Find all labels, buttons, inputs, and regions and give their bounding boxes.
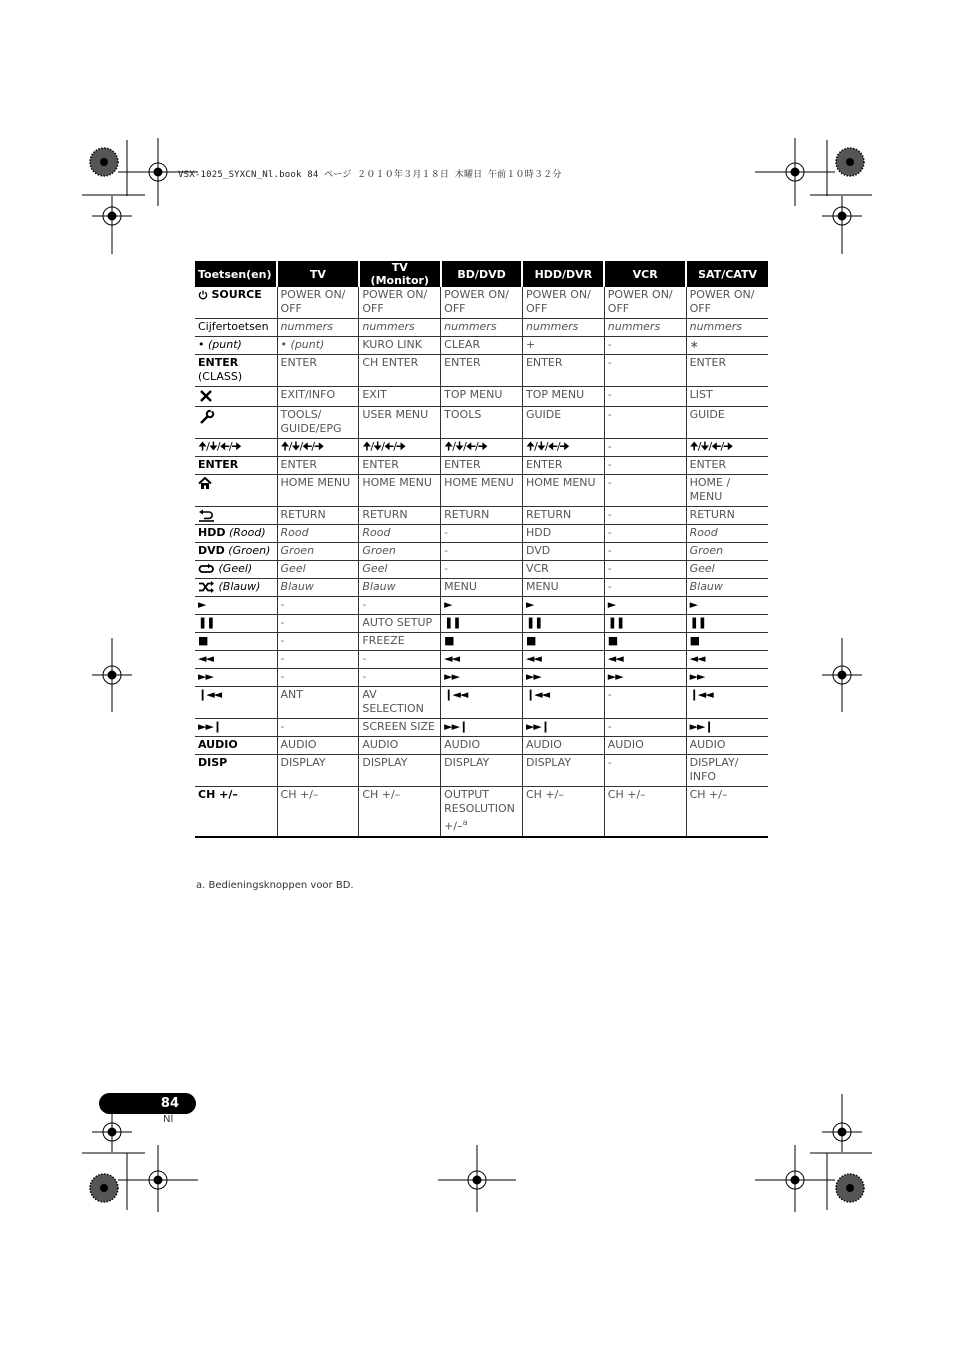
value-cell: DISPLAY/ INFO (686, 755, 768, 787)
value-cell: ◄◄ (522, 651, 604, 669)
key-cell: ❙◄◄ (195, 687, 277, 719)
table-row (195, 457, 768, 475)
value-cell: DISPLAY (277, 755, 359, 787)
value-cell: 🠉/🠋/🠈/🠊 (522, 439, 604, 457)
page-number: 84 (99, 1093, 196, 1114)
key-cell: AUDIO (195, 737, 277, 755)
value-cell: Geel (686, 561, 768, 579)
value-cell: ANT (277, 687, 359, 719)
value-cell: - (604, 561, 686, 579)
value-cell: CH +/– (604, 787, 686, 837)
value-cell: ► (441, 597, 523, 615)
value-cell: RETURN (441, 507, 523, 525)
value-cell: ❚❚ (522, 615, 604, 633)
table-header-row (195, 261, 768, 287)
value-cell: POWER ON/ OFF (522, 287, 604, 319)
value-cell: HOME MENU (359, 475, 441, 507)
value-cell: ►► (522, 669, 604, 687)
value-cell: nummers (604, 319, 686, 337)
value-cell: ◄◄ (604, 651, 686, 669)
value-cell: CH +/– (359, 787, 441, 837)
key-cell: ► (195, 597, 277, 615)
value-cell: ■ (686, 633, 768, 651)
table-row (195, 687, 768, 719)
value-cell: ❙◄◄ (522, 687, 604, 719)
key-cell: (Geel) (195, 561, 277, 579)
table-row (195, 719, 768, 737)
value-cell: Blauw (277, 579, 359, 597)
value-cell: TOOLS (441, 407, 523, 439)
table-row (195, 755, 768, 787)
column-header-5: VCR (604, 261, 686, 287)
key-cell (195, 387, 277, 407)
value-cell: AUTO SETUP (359, 615, 441, 633)
value-cell: Groen (277, 543, 359, 561)
key-cell: SOURCE (195, 287, 277, 319)
value-cell: HOME MENU (522, 475, 604, 507)
table-row (195, 633, 768, 651)
value-cell: nummers (277, 319, 359, 337)
value-cell: ❚❚ (686, 615, 768, 633)
value-cell: Blauw (359, 579, 441, 597)
value-cell: HDD (522, 525, 604, 543)
value-cell: ENTER (686, 457, 768, 475)
value-cell: ◄◄ (441, 651, 523, 669)
column-header-0: Toetsen(en) (195, 261, 277, 287)
value-cell: EXIT (359, 387, 441, 407)
value-cell: 🠉/🠋/🠈/🠊 (686, 439, 768, 457)
table-row (195, 737, 768, 755)
value-cell: - (277, 719, 359, 737)
value-cell: ENTER (441, 457, 523, 475)
value-cell: ENTER (522, 457, 604, 475)
value-cell: TOP MENU (441, 387, 523, 407)
table-row (195, 543, 768, 561)
value-cell: - (604, 579, 686, 597)
value-cell: - (441, 525, 523, 543)
value-cell: 🠉/🠋/🠈/🠊 (359, 439, 441, 457)
value-cell: POWER ON/ OFF (686, 287, 768, 319)
return-icon (198, 508, 216, 521)
value-cell: AUDIO (522, 737, 604, 755)
value-cell: GUIDE (522, 407, 604, 439)
value-cell: AUDIO (441, 737, 523, 755)
value-cell: ■ (522, 633, 604, 651)
value-cell: + (522, 337, 604, 355)
value-cell: POWER ON/ OFF (604, 287, 686, 319)
value-cell: USER MENU (359, 407, 441, 439)
table-row (195, 525, 768, 543)
table-row (195, 669, 768, 687)
close-icon (198, 389, 214, 402)
value-cell: nummers (522, 319, 604, 337)
value-cell: - (604, 543, 686, 561)
wrench-icon (198, 410, 216, 423)
value-cell: - (277, 669, 359, 687)
value-cell: DISPLAY (359, 755, 441, 787)
value-cell: ◄◄ (686, 651, 768, 669)
value-cell: CH ENTER (359, 355, 441, 387)
value-cell: ∗ (686, 337, 768, 355)
value-cell: nummers (359, 319, 441, 337)
key-cell: ►► (195, 669, 277, 687)
value-cell: - (441, 543, 523, 561)
value-cell: - (277, 651, 359, 669)
key-cell: DVD (Groen) (195, 543, 277, 561)
value-cell: DISPLAY (522, 755, 604, 787)
value-cell: RETURN (686, 507, 768, 525)
column-header-3: BD/DVD (441, 261, 523, 287)
value-cell: AUDIO (277, 737, 359, 755)
value-cell: Rood (277, 525, 359, 543)
value-cell: Geel (359, 561, 441, 579)
value-cell: LIST (686, 387, 768, 407)
value-cell: ►► (604, 669, 686, 687)
power-icon (198, 288, 208, 301)
column-header-2: TV (Monitor) (359, 261, 441, 287)
value-cell: RETURN (522, 507, 604, 525)
table-row (195, 355, 768, 387)
value-cell: ❙◄◄ (441, 687, 523, 719)
value-cell: POWER ON/ OFF (441, 287, 523, 319)
value-cell: - (441, 561, 523, 579)
table-row (195, 407, 768, 439)
key-cell: HDD (Rood) (195, 525, 277, 543)
value-cell: CH +/– (686, 787, 768, 837)
value-cell: POWER ON/ OFF (277, 287, 359, 319)
value-cell: Geel (277, 561, 359, 579)
value-cell: Rood (359, 525, 441, 543)
value-cell: RETURN (277, 507, 359, 525)
value-cell: MENU (441, 579, 523, 597)
key-cell: ►►❙ (195, 719, 277, 737)
value-cell: RETURN (359, 507, 441, 525)
value-cell: ►► (686, 669, 768, 687)
key-cell: ENTER (195, 457, 277, 475)
language-code: Nl (163, 1114, 174, 1125)
value-cell: - (277, 597, 359, 615)
key-cell: DISP (195, 755, 277, 787)
value-cell: CH +/– (522, 787, 604, 837)
value-cell: ■ (441, 633, 523, 651)
column-header-1: TV (277, 261, 359, 287)
shuffle-icon (198, 580, 215, 593)
value-cell: ► (522, 597, 604, 615)
key-cell: ❚❚ (195, 615, 277, 633)
key-cell (195, 407, 277, 439)
value-cell: HOME MENU (277, 475, 359, 507)
key-cell: • (punt) (195, 337, 277, 355)
value-cell: - (604, 507, 686, 525)
value-cell: HOME / MENU (686, 475, 768, 507)
home-icon (198, 476, 212, 489)
table-row (195, 287, 768, 319)
value-cell: GUIDE (686, 407, 768, 439)
value-cell: Rood (686, 525, 768, 543)
key-cell: ENTER (CLASS) (195, 355, 277, 387)
value-cell: AUDIO (359, 737, 441, 755)
value-cell: VCR (522, 561, 604, 579)
table-row (195, 579, 768, 597)
table-row (195, 787, 768, 837)
table-row (195, 615, 768, 633)
value-cell: - (604, 475, 686, 507)
value-cell: ENTER (522, 355, 604, 387)
value-cell: AUDIO (686, 737, 768, 755)
key-cell: 🠉/🠋/🠈/🠊 (195, 439, 277, 457)
value-cell: DVD (522, 543, 604, 561)
value-cell: - (604, 355, 686, 387)
value-cell: OUTPUT RESOLUTION +/–$^a$ (441, 787, 523, 837)
table-row (195, 597, 768, 615)
table-row (195, 561, 768, 579)
value-cell: - (604, 407, 686, 439)
preset-code-table (195, 261, 768, 838)
value-cell: ►►❙ (522, 719, 604, 737)
value-cell: TOP MENU (522, 387, 604, 407)
value-cell: Blauw (686, 579, 768, 597)
column-header-6: SAT/CATV (686, 261, 768, 287)
value-cell: ENTER (359, 457, 441, 475)
value-cell: ► (604, 597, 686, 615)
value-cell: ENTER (441, 355, 523, 387)
value-cell: ►►❙ (441, 719, 523, 737)
value-cell: EXIT/INFO (277, 387, 359, 407)
footnote: a. Bedieningsknoppen voor BD. (196, 880, 354, 891)
value-cell: ►►❙ (686, 719, 768, 737)
value-cell: ►► (441, 669, 523, 687)
key-cell: Cijfertoetsen (195, 319, 277, 337)
value-cell: SCREEN SIZE (359, 719, 441, 737)
value-cell: CH +/– (277, 787, 359, 837)
value-cell: FREEZE (359, 633, 441, 651)
value-cell: - (604, 755, 686, 787)
value-cell: 🠉/🠋/🠈/🠊 (277, 439, 359, 457)
value-cell: ► (686, 597, 768, 615)
table-row (195, 337, 768, 355)
key-cell: (Blauw) (195, 579, 277, 597)
value-cell: - (359, 669, 441, 687)
value-cell: - (359, 597, 441, 615)
value-cell: - (604, 687, 686, 719)
table-row (195, 475, 768, 507)
value-cell: CLEAR (441, 337, 523, 355)
value-cell: ❚❚ (441, 615, 523, 633)
value-cell: nummers (441, 319, 523, 337)
value-cell: - (604, 719, 686, 737)
table-row (195, 507, 768, 525)
value-cell: ENTER (277, 457, 359, 475)
value-cell: - (604, 387, 686, 407)
value-cell: AUDIO (604, 737, 686, 755)
value-cell: ENTER (277, 355, 359, 387)
value-cell: HOME MENU (441, 475, 523, 507)
value-cell: MENU (522, 579, 604, 597)
value-cell: ■ (604, 633, 686, 651)
value-cell: Groen (686, 543, 768, 561)
value-cell: POWER ON/ OFF (359, 287, 441, 319)
value-cell: ❙◄◄ (686, 687, 768, 719)
value-cell: - (277, 615, 359, 633)
value-cell: - (604, 525, 686, 543)
value-cell: KURO LINK (359, 337, 441, 355)
column-header-4: HDD/DVR (522, 261, 604, 287)
value-cell: - (359, 651, 441, 669)
value-cell: AV SELECTION (359, 687, 441, 719)
table-body (195, 287, 768, 837)
key-cell: CH +/– (195, 787, 277, 837)
value-cell: Groen (359, 543, 441, 561)
value-cell: - (604, 439, 686, 457)
value-cell: nummers (686, 319, 768, 337)
repeat-icon (198, 562, 215, 575)
value-cell: • (punt) (277, 337, 359, 355)
key-cell: ◄◄ (195, 651, 277, 669)
value-cell: 🠉/🠋/🠈/🠊 (441, 439, 523, 457)
key-cell (195, 507, 277, 525)
value-cell: DISPLAY (441, 755, 523, 787)
table-row (195, 651, 768, 669)
value-cell: ENTER (686, 355, 768, 387)
value-cell: - (604, 337, 686, 355)
value-cell: ❚❚ (604, 615, 686, 633)
value-cell: TOOLS/ GUIDE/EPG (277, 407, 359, 439)
table-row (195, 387, 768, 407)
key-cell (195, 475, 277, 507)
key-cell: ■ (195, 633, 277, 651)
value-cell: - (604, 457, 686, 475)
table-row (195, 439, 768, 457)
book-header-line: VSX-1025_SYXCN_Nl.book 84 ページ ２０１０年３月１８日 木曜日 午前１０時３２分 (178, 170, 562, 180)
table-row (195, 319, 768, 337)
value-cell: - (277, 633, 359, 651)
